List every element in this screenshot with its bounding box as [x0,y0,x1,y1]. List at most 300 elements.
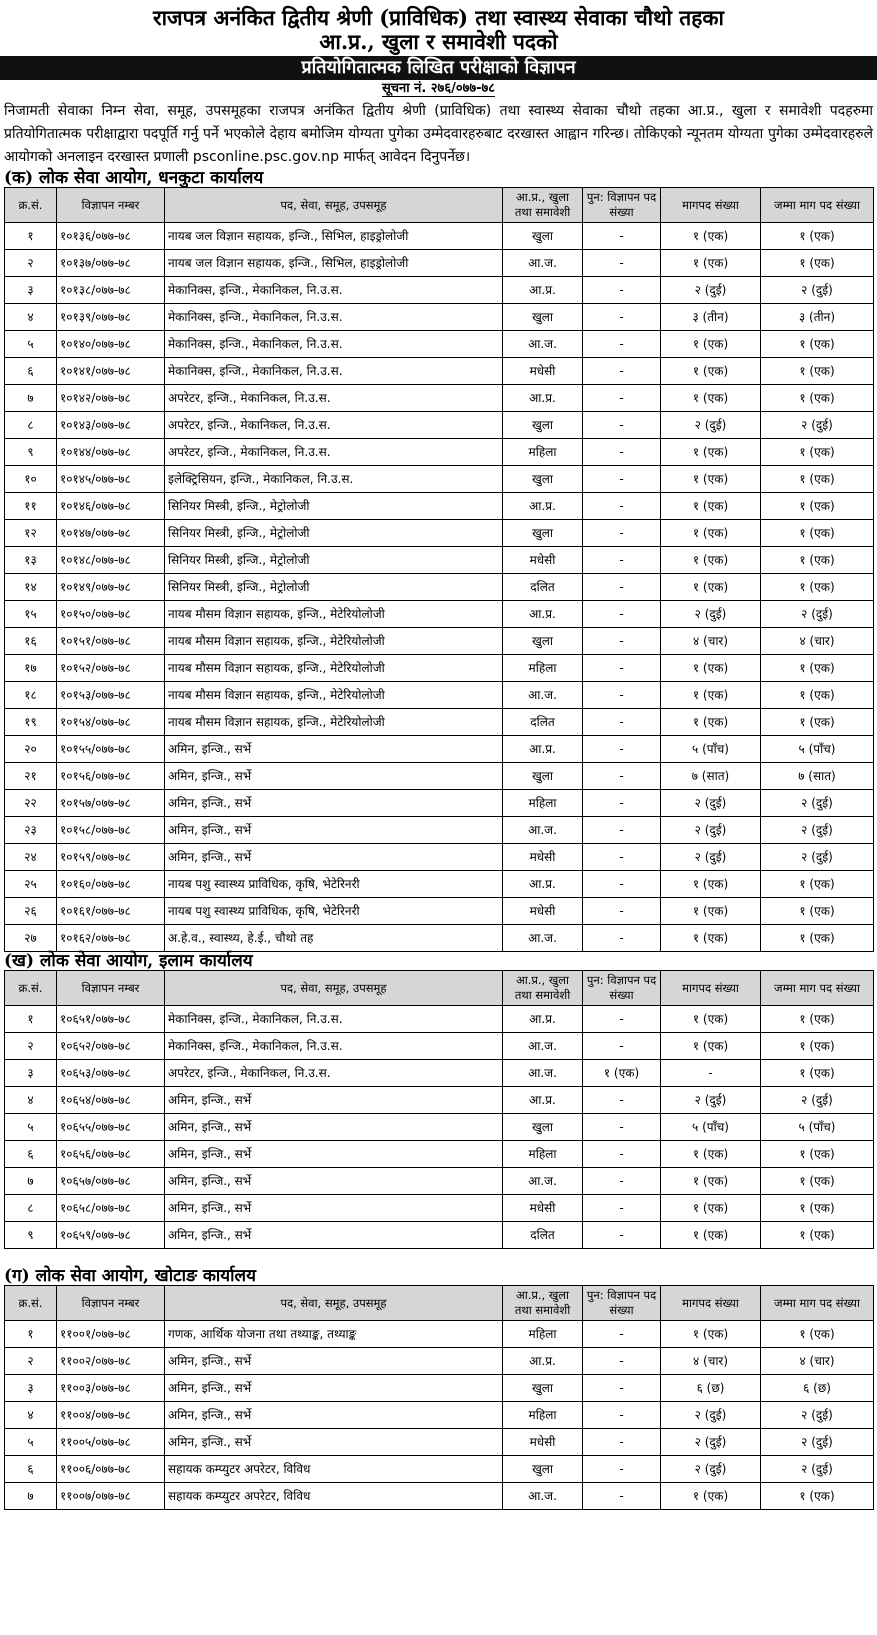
table-cell: २ (दुई) [761,601,874,628]
table-row [5,250,874,277]
table-row [5,817,874,844]
column-header: पद, सेवा, समूह, उपसमूह [165,1286,503,1321]
table-cell: नायब पशु स्वास्थ्य प्राविधिक, कृषि, भेटेरिनरी [165,898,503,925]
table-cell: १०६५३/०७७-७८ [57,1060,165,1087]
table-cell: १०१४६/०७७-७८ [57,493,165,520]
table-cell: १०१४९/०७७-७८ [57,574,165,601]
table-cell: ५ (पाँच) [761,736,874,763]
column-header: आ.प्र., खुला तथा समावेशी [503,971,583,1006]
table-cell: १०१३७/०७७-७८ [57,250,165,277]
table-cell: मेकानिक्स, इन्जि., मेकानिकल, नि.उ.स. [165,277,503,304]
table-cell: - [583,1141,661,1168]
table-cell: १०१५८/०७७-७८ [57,817,165,844]
table-cell: ४ [5,304,57,331]
table-cell: ६ (छ) [761,1375,874,1402]
table-cell: - [583,763,661,790]
table-cell: १ (एक) [661,574,761,601]
table-cell: अपरेटर, इन्जि., मेकानिकल, नि.उ.स. [165,1060,503,1087]
table-cell: १७ [5,655,57,682]
table-cell: १०१५४/०७७-७८ [57,709,165,736]
table-cell: १५ [5,601,57,628]
table-row [5,601,874,628]
table-cell: १ (एक) [761,1060,874,1087]
table-cell: १ (एक) [661,709,761,736]
table-header-row [5,1286,874,1321]
table-cell: १ (एक) [761,466,874,493]
table-cell: १ (एक) [661,1222,761,1249]
table-cell: - [583,1429,661,1456]
table-row [5,1483,874,1510]
table-cell: नायब जल विज्ञान सहायक, इन्जि., सिभिल, हाइड्रोलोजी [165,250,503,277]
table-cell: २ (दुई) [661,844,761,871]
table-cell: ११००७/०७७-७८ [57,1483,165,1510]
table-cell: २ (दुई) [661,1087,761,1114]
table-row [5,736,874,763]
table-cell: - [661,1060,761,1087]
table-row [5,547,874,574]
table-cell: - [583,1168,661,1195]
table-cell: - [583,1402,661,1429]
table-cell: खुला [503,520,583,547]
table-cell: आ.प्र. [503,1006,583,1033]
table-cell: गणक, आर्थिक योजना तथा तथ्याङ्क, तथ्याङ्क [165,1321,503,1348]
table-cell: ८ [5,412,57,439]
table-cell: २ (दुई) [761,1429,874,1456]
table-cell: - [583,844,661,871]
table-cell: - [583,682,661,709]
table-cell: खुला [503,1114,583,1141]
table-cell: मेकानिक्स, इन्जि., मेकानिकल, नि.उ.स. [165,331,503,358]
table-cell: - [583,358,661,385]
table-cell: - [583,250,661,277]
table-cell: - [583,790,661,817]
posts-table [4,1285,874,1510]
table-cell: १ (एक) [761,898,874,925]
table-cell: मधेसी [503,844,583,871]
notice-number: सूचना नं. २७६/०७७-७८ [381,81,496,96]
table-row [5,1429,874,1456]
table-cell: १ (एक) [661,547,761,574]
table-cell: १ (एक) [661,385,761,412]
table-cell: - [583,655,661,682]
table-cell: १३ [5,547,57,574]
table-cell: १ (एक) [761,709,874,736]
table-cell: अमिन, इन्जि., सर्भे [165,1375,503,1402]
table-cell: - [583,1033,661,1060]
table-cell: २२ [5,790,57,817]
table-cell: अमिन, इन्जि., सर्भे [165,1222,503,1249]
table-row [5,1087,874,1114]
table-cell: २३ [5,817,57,844]
table-row [5,682,874,709]
table-cell: अमिन, इन्जि., सर्भे [165,1429,503,1456]
column-header: विज्ञापन नम्बर [57,1286,165,1321]
table-cell: - [583,1483,661,1510]
table-cell: अ.हे.व., स्वास्थ्य, हे.ई., चौथो तह [165,925,503,952]
section-title: (क) लोक सेवा आयोग, धनकुटा कार्यालय [4,168,264,188]
table-cell: - [583,1114,661,1141]
table-cell: १ (एक) [761,655,874,682]
column-header: क्र.सं. [5,971,57,1006]
table-cell: १ (एक) [761,574,874,601]
table-cell: - [583,1087,661,1114]
table-cell: १ (एक) [661,358,761,385]
table-cell: - [583,547,661,574]
table-cell: २ (दुई) [661,277,761,304]
table-cell: मधेसी [503,358,583,385]
table-cell: ७ [5,1168,57,1195]
table-cell: - [583,493,661,520]
table-cell: ९ [5,439,57,466]
table-cell: १०१६२/०७७-७८ [57,925,165,952]
table-cell: १ (एक) [661,331,761,358]
table-cell: - [583,628,661,655]
table-cell: मेकानिक्स, इन्जि., मेकानिकल, नि.उ.स. [165,358,503,385]
title-line-1: राजपत्र अनंकित द्वितीय श्रेणी (प्राविधिक) तथा स्वास्थ्य सेवाका चौथो तहका [153,5,724,30]
table-cell: २ (दुई) [661,601,761,628]
table-cell: २० [5,736,57,763]
table-cell: १ (एक) [761,439,874,466]
column-header: पुन: विज्ञापन पद संख्या [583,1286,661,1321]
table-cell: १०१३९/०७७-७८ [57,304,165,331]
table-cell: - [583,601,661,628]
table-cell: २ [5,1033,57,1060]
table-cell: आ.प्र. [503,493,583,520]
table-header-row [5,971,874,1006]
table-cell: - [583,574,661,601]
table-cell: १०१५१/०७७-७८ [57,628,165,655]
table-cell: ६ [5,1456,57,1483]
table-cell: २६ [5,898,57,925]
table-cell: १ (एक) [661,1141,761,1168]
table-row [5,1222,874,1249]
table-cell: १९ [5,709,57,736]
sections-container [0,169,877,1510]
table-cell: - [583,871,661,898]
posts-table [4,970,874,1249]
table-cell: ३ [5,277,57,304]
table-cell: खुला [503,304,583,331]
table-row [5,1456,874,1483]
table-cell: १ (एक) [661,1483,761,1510]
table-cell: २ (दुई) [761,1456,874,1483]
table-cell: अमिन, इन्जि., सर्भे [165,1087,503,1114]
column-header: जम्मा माग पद संख्या [761,1286,874,1321]
section-title: (ग) लोक सेवा आयोग, खोटाङ कार्यालय [4,1266,256,1286]
table-cell: १०६५१/०७७-७८ [57,1006,165,1033]
table-cell: १०१४३/०७७-७८ [57,412,165,439]
table-row [5,1033,874,1060]
table-row [5,1402,874,1429]
table-cell: १०६५५/०७७-७८ [57,1114,165,1141]
table-cell: खुला [503,1456,583,1483]
table-cell: १ (एक) [661,1321,761,1348]
table-cell: १०१३६/०७७-७८ [57,223,165,250]
table-row [5,1168,874,1195]
table-cell: १०१६१/०७७-७८ [57,898,165,925]
table-cell: सहायक कम्प्युटर अपरेटर, विविध [165,1456,503,1483]
column-header: आ.प्र., खुला तथा समावेशी [503,1286,583,1321]
table-cell: १ (एक) [661,466,761,493]
table-cell: ३ (तीन) [661,304,761,331]
table-cell: १ (एक) [661,655,761,682]
table-cell: - [583,520,661,547]
column-header: मागपद संख्या [661,188,761,223]
table-cell: - [583,385,661,412]
table-cell: मधेसी [503,898,583,925]
table-cell: १०१६०/०७७-७८ [57,871,165,898]
table-cell: ३ [5,1375,57,1402]
table-cell: खुला [503,412,583,439]
table-cell: ११००६/०७७-७८ [57,1456,165,1483]
table-cell: १०१४५/०७७-७८ [57,466,165,493]
table-row [5,385,874,412]
table-cell: ५ [5,1429,57,1456]
table-cell: अमिन, इन्जि., सर्भे [165,1114,503,1141]
table-cell: आ.प्र. [503,1348,583,1375]
table-cell: १ (एक) [661,871,761,898]
table-cell: १ (एक) [661,1168,761,1195]
table-cell: १ (एक) [661,223,761,250]
column-header: क्र.सं. [5,1286,57,1321]
table-cell: - [583,1348,661,1375]
table-cell: २ [5,1348,57,1375]
table-cell: - [583,1222,661,1249]
table-cell: ११००३/०७७-७८ [57,1375,165,1402]
table-cell: आ.ज. [503,925,583,952]
table-cell: महिला [503,790,583,817]
table-cell: अमिन, इन्जि., सर्भे [165,817,503,844]
table-cell: - [583,709,661,736]
table-cell: १ (एक) [761,358,874,385]
table-cell: १०१५०/०७७-७८ [57,601,165,628]
exam-banner: प्रतियोगितात्मक लिखित परीक्षाको विज्ञापन [0,56,877,80]
table-cell: १०१४८/०७७-७८ [57,547,165,574]
table-row [5,439,874,466]
table-cell: १६ [5,628,57,655]
table-cell: १ [5,1006,57,1033]
table-row [5,358,874,385]
table-row [5,1060,874,1087]
table-cell: १०१५७/०७७-७८ [57,790,165,817]
table-cell: अमिन, इन्जि., सर्भे [165,1195,503,1222]
table-cell: ४ (चार) [661,1348,761,1375]
table-cell: २ (दुई) [661,412,761,439]
table-cell: महिला [503,655,583,682]
table-cell: आ.ज. [503,250,583,277]
table-cell: सहायक कम्प्युटर अपरेटर, विविध [165,1483,503,1510]
intro-paragraph: निजामती सेवाका निम्न सेवा, समूह, उपसमूहका राजपत्र अनंकित द्वितीय श्रेणी (प्राविधिक) तथा स्वास्थ्य सेवाका चौथो तहका आ.प्र., खुला र समावेशी पदहरुमा प्रतियोगितात्मक परीक्षाद्वारा पदपूर्ति गर्नु पर्ने भएकोले देहाय बमोजिम योग्यता पुगेका उम्मेदवारहरुबाट दरखास्त आह्वान गरिन्छ। तोकिएको न्यूनतम योग्यता पुगेका उम्मेदवारहरुले आयोगको अनलाइन दरखास्त प्रणाली psconline.psc.gov.np मार्फत् आवेदन दिनुपर्नेछ। [4,103,873,165]
table-cell: ६ (छ) [661,1375,761,1402]
table-cell: ११ [5,493,57,520]
table-cell: ४ [5,1087,57,1114]
table-cell: आ.ज. [503,1033,583,1060]
table-cell: दलित [503,709,583,736]
table-cell: आ.प्र. [503,601,583,628]
table-cell: - [583,1195,661,1222]
table-cell: १०१४७/०७७-७८ [57,520,165,547]
table-cell: २ (दुई) [661,1402,761,1429]
table-cell: अमिन, इन्जि., सर्भे [165,763,503,790]
table-row [5,709,874,736]
table-cell: अपरेटर, इन्जि., मेकानिकल, नि.उ.स. [165,385,503,412]
table-cell: ५ (पाँच) [661,1114,761,1141]
table-cell: ७ [5,385,57,412]
table-cell: आ.ज. [503,1168,583,1195]
table-cell: - [583,331,661,358]
table-cell: १० [5,466,57,493]
table-cell: १०६५९/०७७-७८ [57,1222,165,1249]
table-cell: - [583,412,661,439]
table-cell: महिला [503,439,583,466]
table-cell: ५ (पाँच) [661,736,761,763]
table-cell: १ (एक) [761,1168,874,1195]
table-cell: १ (एक) [661,1006,761,1033]
table-cell: - [583,466,661,493]
table-cell: नायब मौसम विज्ञान सहायक, इन्जि., मेटेरियोलोजी [165,709,503,736]
table-cell: मेकानिक्स, इन्जि., मेकानिकल, नि.उ.स. [165,1006,503,1033]
posts-table [4,187,874,952]
table-row [5,925,874,952]
table-cell: १०६५४/०७७-७८ [57,1087,165,1114]
table-cell: २७ [5,925,57,952]
table-cell: नायब मौसम विज्ञान सहायक, इन्जि., मेटेरियोलोजी [165,628,503,655]
table-cell: १ (एक) [761,1321,874,1348]
table-cell: १ (एक) [761,520,874,547]
table-cell: १ (एक) [761,1033,874,1060]
table-row [5,655,874,682]
table-cell: महिला [503,1321,583,1348]
table-cell: १ (एक) [761,493,874,520]
table-cell: १०१५६/०७७-७८ [57,763,165,790]
table-cell: अमिन, इन्जि., सर्भे [165,736,503,763]
table-cell: १ (एक) [761,1222,874,1249]
table-row [5,844,874,871]
table-cell: मधेसी [503,547,583,574]
table-cell: १०६५६/०७७-७८ [57,1141,165,1168]
table-cell: - [583,277,661,304]
table-cell: १०६५२/०७७-७८ [57,1033,165,1060]
table-cell: अमिन, इन्जि., सर्भे [165,844,503,871]
table-row [5,412,874,439]
table-cell: १ (एक) [661,925,761,952]
column-header: जम्मा माग पद संख्या [761,188,874,223]
table-row [5,1195,874,1222]
notice-page [0,6,877,1635]
table-cell: १०१३८/०७७-७८ [57,277,165,304]
table-cell: ४ (चार) [761,628,874,655]
table-row [5,1321,874,1348]
table-cell: ४ (चार) [661,628,761,655]
table-cell: सिनियर मिस्त्री, इन्जि., मेट्रोलोजी [165,520,503,547]
table-cell: ५ [5,1114,57,1141]
column-header: मागपद संख्या [661,971,761,1006]
table-cell: खुला [503,223,583,250]
table-cell: अमिन, इन्जि., सर्भे [165,1402,503,1429]
table-cell: मधेसी [503,1195,583,1222]
table-cell: खुला [503,628,583,655]
table-cell: आ.ज. [503,682,583,709]
table-cell: १ (एक) [761,223,874,250]
column-header: जम्मा माग पद संख्या [761,971,874,1006]
table-cell: - [583,736,661,763]
table-cell: २ (दुई) [761,1087,874,1114]
table-cell: - [583,439,661,466]
table-cell: १ (एक) [661,493,761,520]
table-cell: - [583,817,661,844]
table-row [5,1348,874,1375]
table-cell: १ (एक) [761,1006,874,1033]
table-cell: २ (दुई) [761,277,874,304]
table-cell: नायब पशु स्वास्थ्य प्राविधिक, कृषि, भेटेरिनरी [165,871,503,898]
table-cell: १०१४०/०७७-७८ [57,331,165,358]
table-cell: - [583,1321,661,1348]
table-cell: दलित [503,574,583,601]
table-row [5,304,874,331]
table-cell: १०६५७/०७७-७८ [57,1168,165,1195]
table-cell: २ (दुई) [661,790,761,817]
table-cell: ७ (सात) [761,763,874,790]
column-header: आ.प्र., खुला तथा समावेशी [503,188,583,223]
table-cell: आ.ज. [503,817,583,844]
table-cell: महिला [503,1141,583,1168]
table-cell: १०६५८/०७७-७८ [57,1195,165,1222]
table-cell: आ.प्र. [503,736,583,763]
table-cell: १ (एक) [761,547,874,574]
table-cell: १ (एक) [761,1483,874,1510]
table-cell: ७ [5,1483,57,1510]
table-cell: - [583,898,661,925]
table-cell: - [583,223,661,250]
table-cell: २४ [5,844,57,871]
table-row [5,898,874,925]
table-cell: १ (एक) [761,385,874,412]
table-cell: अमिन, इन्जि., सर्भे [165,1168,503,1195]
table-cell: खुला [503,1375,583,1402]
column-header: पद, सेवा, समूह, उपसमूह [165,971,503,1006]
table-cell: १ (एक) [761,331,874,358]
table-cell: अपरेटर, इन्जि., मेकानिकल, नि.उ.स. [165,412,503,439]
section-title: (ख) लोक सेवा आयोग, इलाम कार्यालय [4,951,253,971]
table-cell: इलेक्ट्रिसियन, इन्जि., मेकानिकल, नि.उ.स. [165,466,503,493]
table-cell: १०१४१/०७७-७८ [57,358,165,385]
table-cell: १ (एक) [761,925,874,952]
table-cell: १ [5,223,57,250]
table-row [5,331,874,358]
table-cell: महिला [503,1402,583,1429]
table-cell: दलित [503,1222,583,1249]
table-cell: आ.प्र. [503,385,583,412]
table-cell: १८ [5,682,57,709]
table-cell: आ.ज. [503,1060,583,1087]
table-cell: २ (दुई) [661,1456,761,1483]
table-row [5,277,874,304]
table-cell: ४ (चार) [761,1348,874,1375]
table-cell: आ.प्र. [503,277,583,304]
table-cell: - [583,304,661,331]
table-cell: १ (एक) [661,250,761,277]
table-cell: ११००४/०७७-७८ [57,1402,165,1429]
table-cell: ५ [5,331,57,358]
table-cell: अमिन, इन्जि., सर्भे [165,1348,503,1375]
table-cell: १०१५५/०७७-७८ [57,736,165,763]
table-row [5,871,874,898]
table-row [5,628,874,655]
table-cell: आ.ज. [503,331,583,358]
table-cell: - [583,1456,661,1483]
table-cell: २१ [5,763,57,790]
table-cell: १२ [5,520,57,547]
